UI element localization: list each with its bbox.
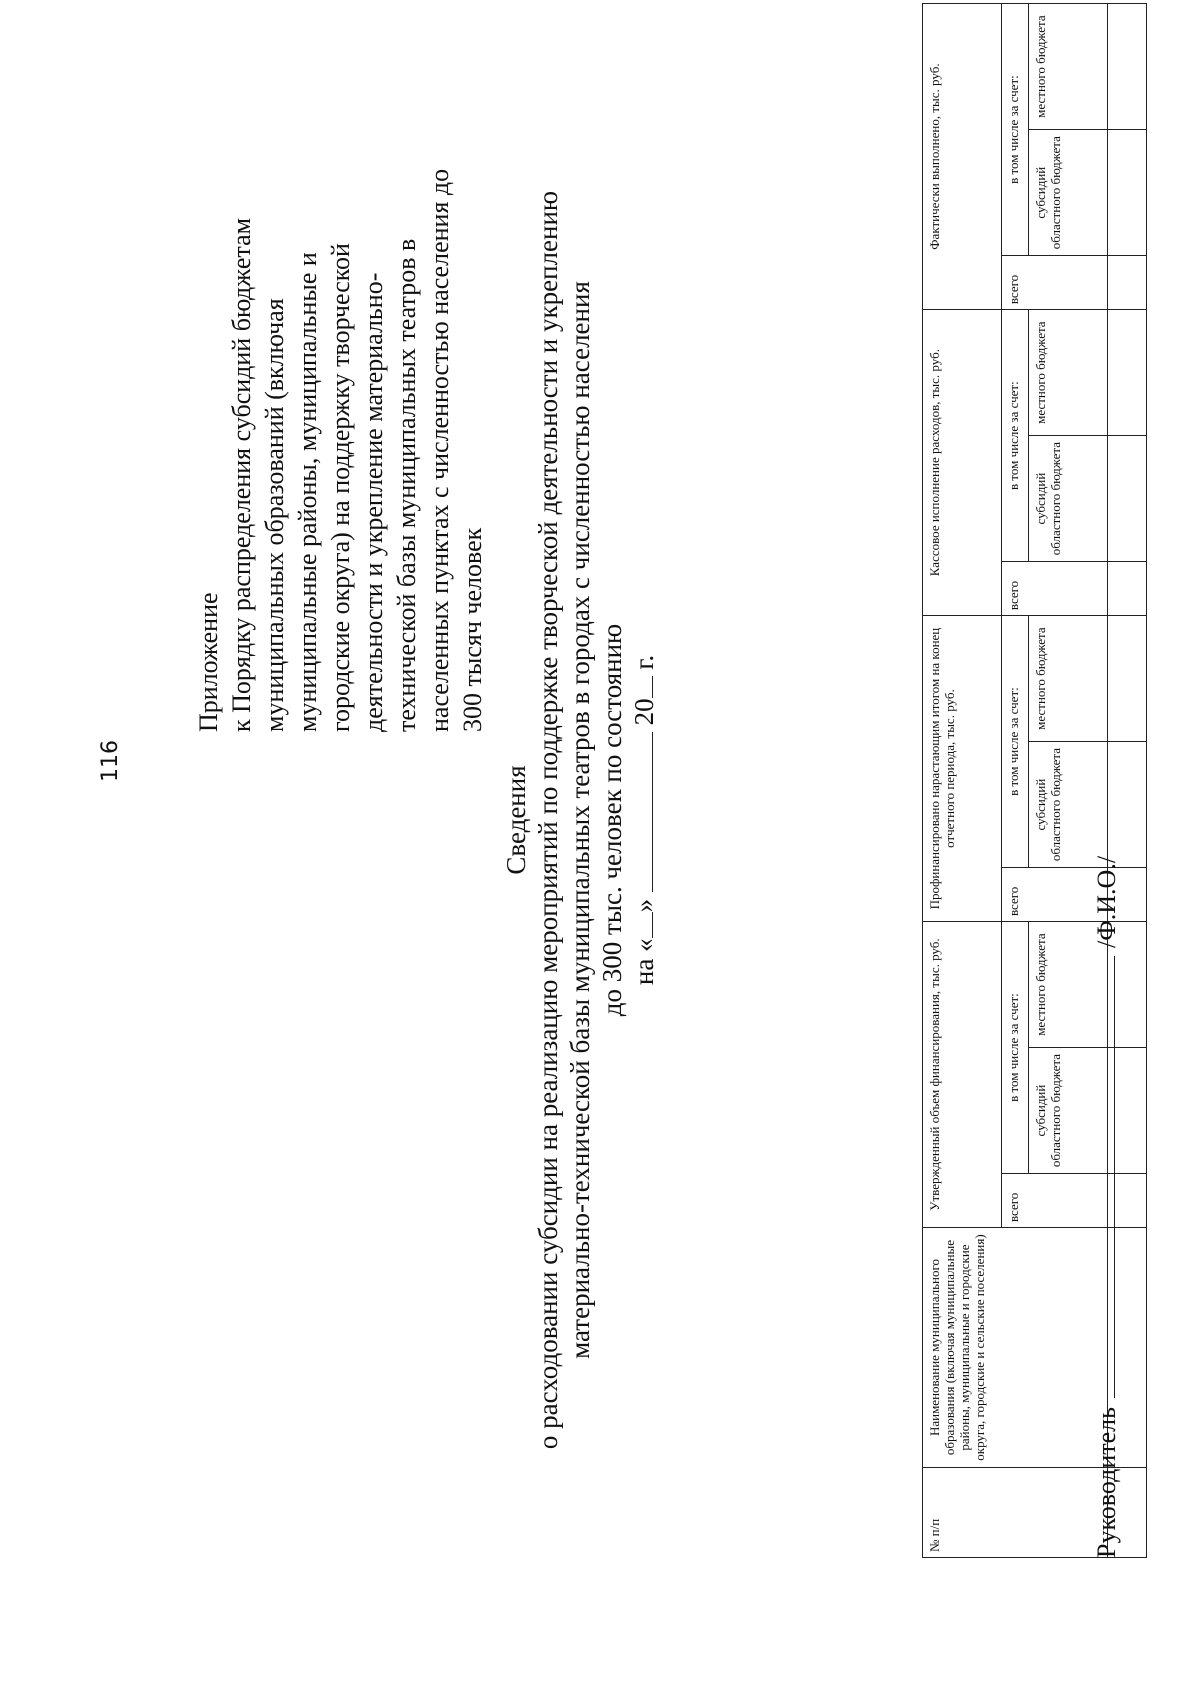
header-number: № п/п <box>923 1468 1108 1558</box>
header-approved: Утвержденный объем финансирования, тыс. руб. <box>923 922 1002 1228</box>
header-local-budget: местного бюджета <box>1029 922 1108 1048</box>
appendix-block <box>192 168 489 732</box>
appendix-line: деятельности и укрепление материально- <box>359 272 388 732</box>
title-line: материально-технической базы муниципальных театров в городах с численностью населения <box>565 281 595 1359</box>
header-including: в том числе за счет: <box>1002 616 1029 868</box>
year-blank[interactable] <box>652 676 653 698</box>
table-cell[interactable] <box>1108 130 1147 256</box>
appendix-line: муниципальные районы, муниципальные и <box>293 252 322 732</box>
date-mid: » <box>629 898 659 913</box>
title-line: о расходовании субсидии на реализацию мероприятий по поддержке творческой деятельности и укреплению <box>533 190 563 1450</box>
appendix-line: населенных пунктах с численностью населения до <box>425 168 454 732</box>
date-year-prefix: 20 <box>629 698 659 726</box>
report-title <box>500 60 660 1580</box>
header-total: всего <box>1002 256 1108 310</box>
appendix-line: муниципальных образований (включая <box>260 298 289 732</box>
appendix-line: Приложение <box>194 592 223 732</box>
header-cash-execution: Кассовое исполнение расходов, тыс. руб. <box>923 310 1002 616</box>
header-regional-subsidy: субсидий областного бюджета <box>1029 130 1108 256</box>
date-prefix: на « <box>629 938 659 986</box>
signature-blank[interactable] <box>1114 957 1115 1399</box>
header-including: в том числе за счет: <box>1002 310 1029 562</box>
header-local-budget: местного бюджета <box>1029 310 1108 436</box>
header-local-budget: местного бюджета <box>1029 616 1108 742</box>
signature-fio: /Ф.И.О./ <box>1092 855 1121 948</box>
appendix-line: 300 тысяч человек <box>458 527 487 732</box>
header-including: в том числе за счет: <box>1002 922 1029 1174</box>
header-actually-done: Фактически выполнено, тыс. руб. <box>923 4 1002 310</box>
day-blank[interactable] <box>652 912 653 938</box>
date-suffix: г. <box>629 654 659 670</box>
header-total: всего <box>1002 562 1108 616</box>
title-date-line <box>628 60 660 1580</box>
title-line: до 300 тыс. человек по состоянию <box>597 623 627 1017</box>
header-regional-subsidy: субсидий областного бюджета <box>1029 1048 1108 1174</box>
header-municipality: Наименование муниципального образования (включая муниципальные районы, муниципальные и городские округа, городские и сельские поселения) <box>923 1228 1108 1468</box>
appendix-line: городские округа) на поддержку творческой <box>326 243 355 732</box>
header-total: всего <box>1002 868 1108 922</box>
page-number: 116 <box>98 740 123 782</box>
signature-label: Руководитель <box>1092 1407 1121 1558</box>
table-cell[interactable] <box>1108 4 1147 130</box>
signature-line <box>1092 258 1122 1558</box>
header-including: в том числе за счет: <box>1002 4 1029 256</box>
appendix-line: к Порядку распределения субсидий бюджетам <box>227 217 256 732</box>
header-total: всего <box>1002 1174 1108 1228</box>
appendix-line: технической базы муниципальных театров в <box>392 238 421 732</box>
header-local-budget: местного бюджета <box>1029 4 1108 130</box>
header-financed: Профинансировано нарастающим итогом на конец отчетного периода, тыс. руб. <box>923 616 1002 922</box>
title-heading: Сведения <box>501 765 531 875</box>
header-regional-subsidy: субсидий областного бюджета <box>1029 436 1108 562</box>
header-regional-subsidy: субсидий областного бюджета <box>1029 742 1108 868</box>
month-blank[interactable] <box>652 732 653 892</box>
